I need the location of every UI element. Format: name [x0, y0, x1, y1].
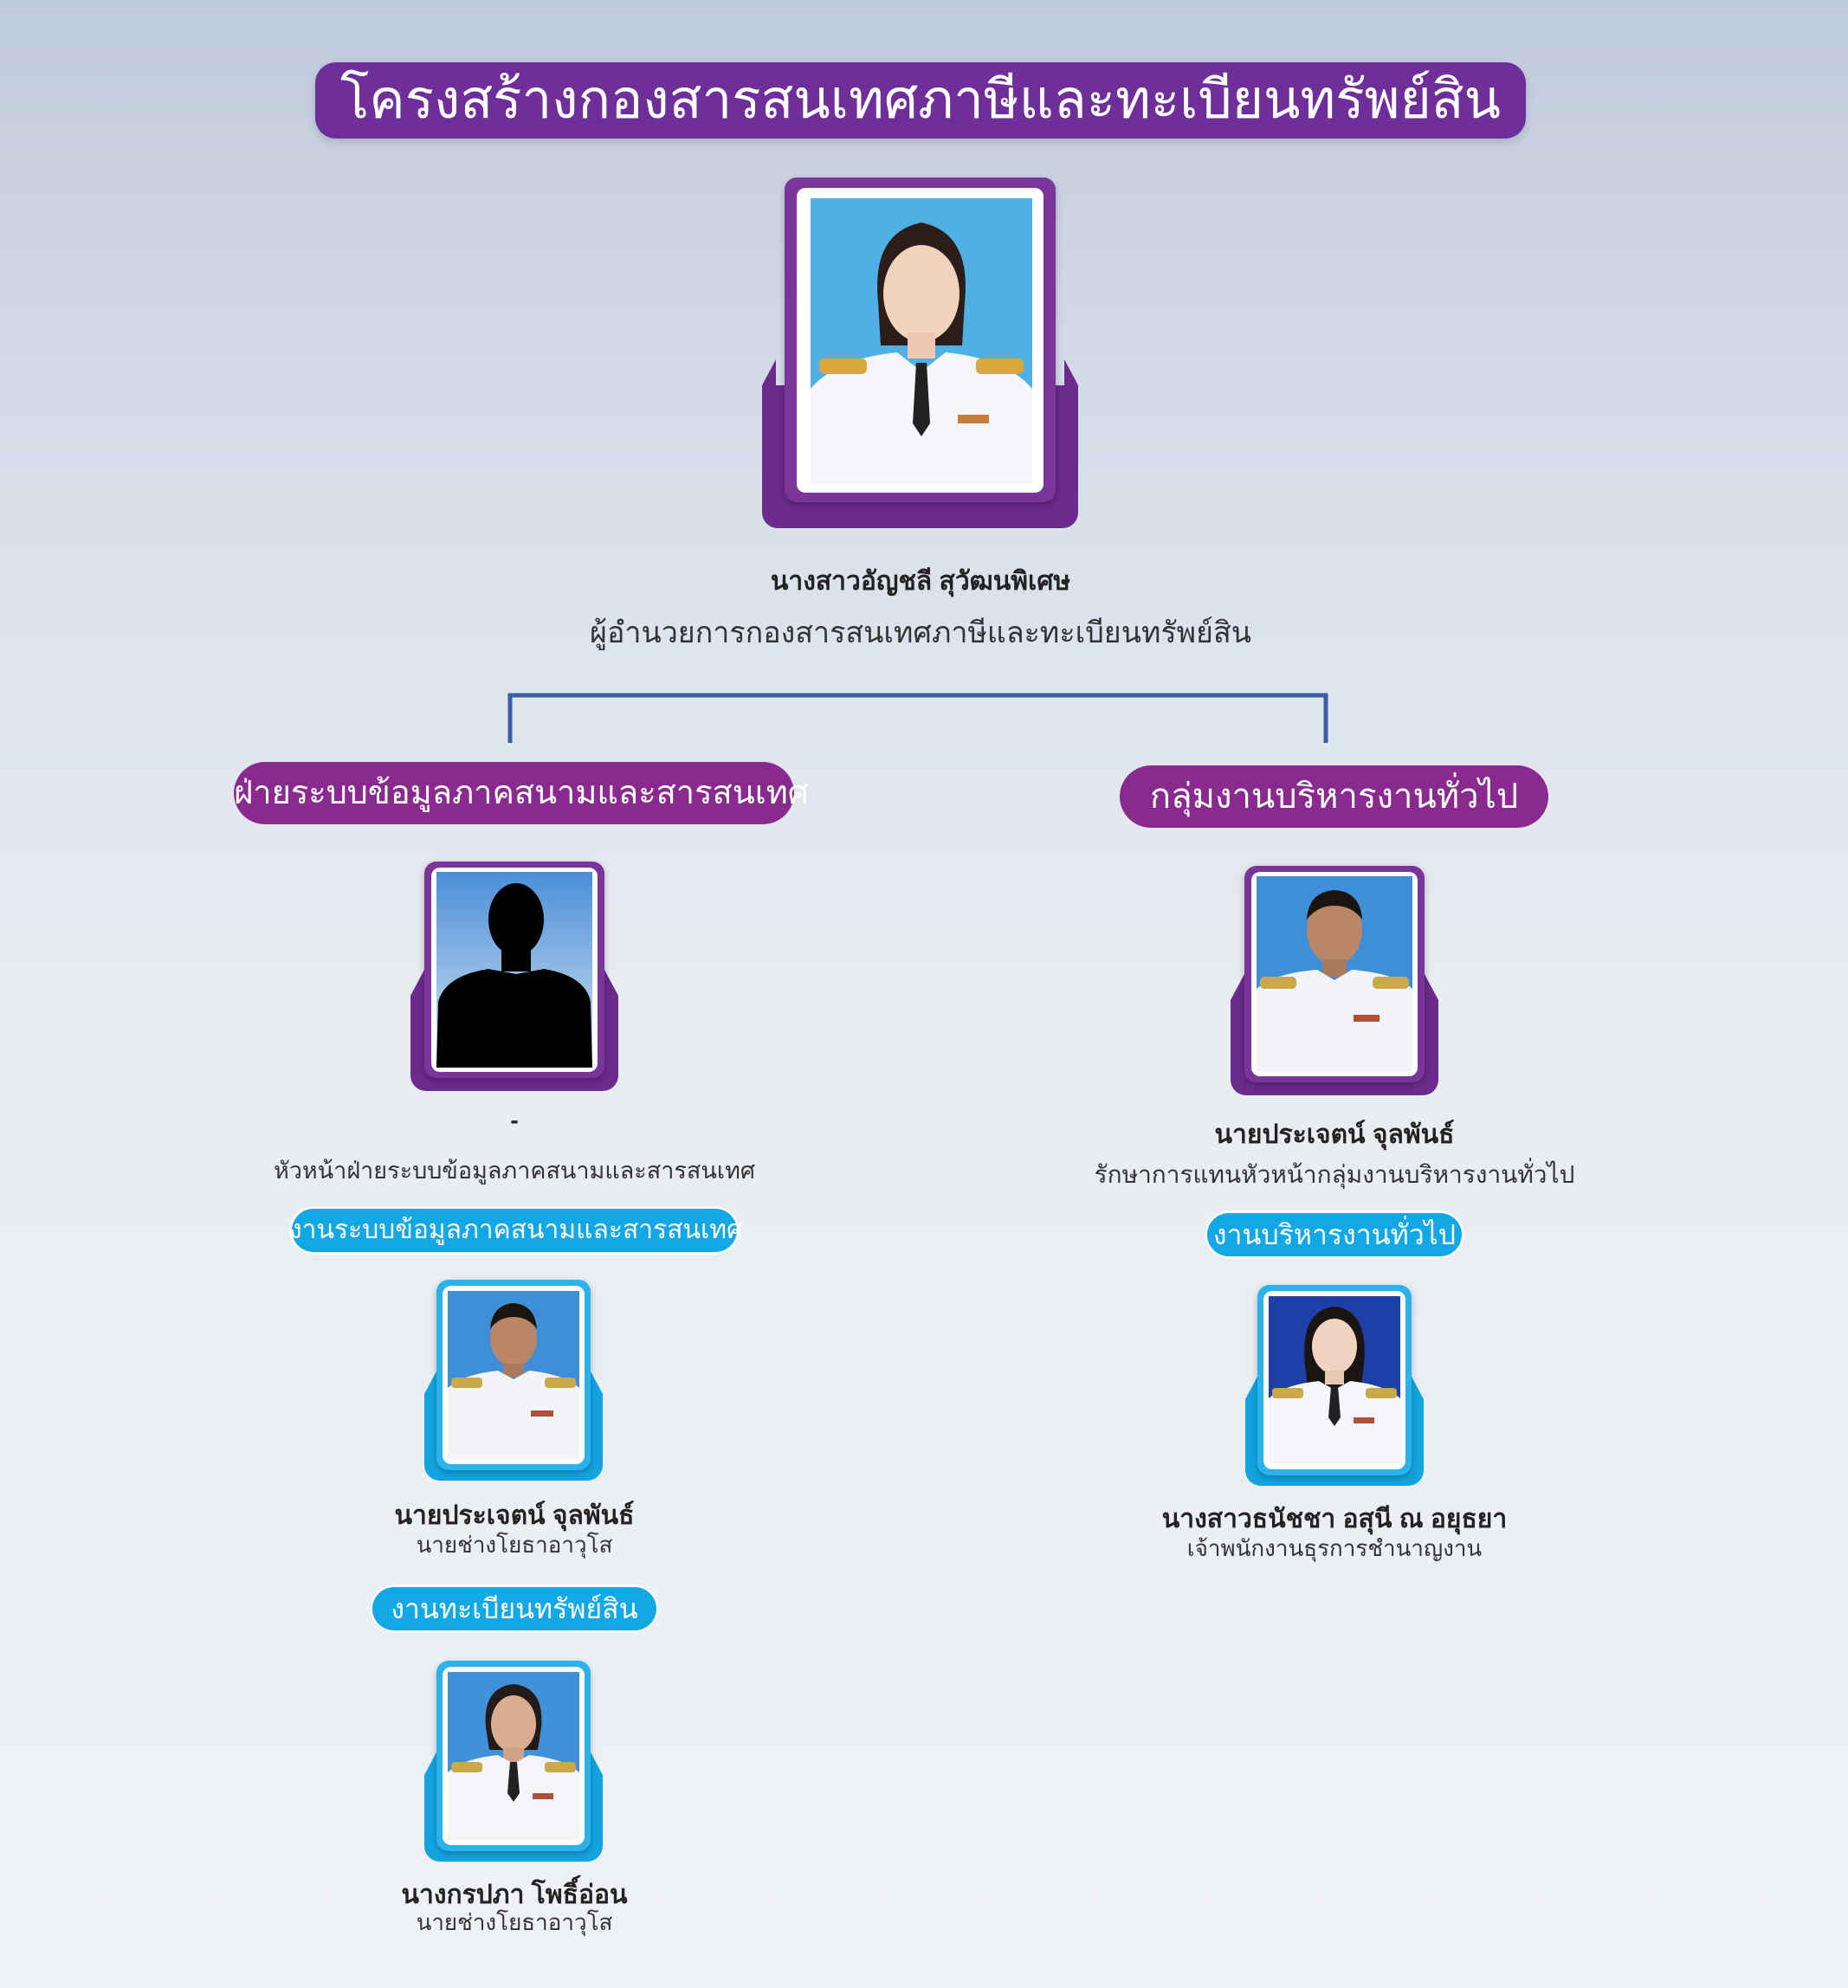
- right-section-1-photo: [1269, 1296, 1400, 1464]
- right-section-1-label: งานบริหารงานทั่วไป: [1205, 1210, 1464, 1259]
- left-section-1-photo: [448, 1291, 579, 1459]
- left-head-photo-frame: [410, 862, 618, 1091]
- left-section-2-label: งานทะเบียนทรัพย์สิน: [370, 1585, 659, 1633]
- right-division-label: กลุ่มงานบริหารงานทั่วไป: [1120, 765, 1548, 828]
- director-photo-frame: [762, 178, 1078, 528]
- left-head-name: -: [510, 1107, 519, 1133]
- director-name: นางสาวอัญชลี สุวัฒนพิเศษ: [770, 567, 1071, 596]
- left-section-2-photo: [448, 1672, 579, 1840]
- right-head-photo: [1257, 876, 1412, 1072]
- right-section-1-staff-position: เจ้าพนักงานธุรการชำนาญงาน: [1186, 1535, 1483, 1561]
- right-section-1-photo-frame: [1245, 1285, 1424, 1486]
- org-connector: [502, 691, 1334, 745]
- page-title: โครงสร้างกองสารสนเทศภาษีและทะเบียนทรัพย์สิน: [315, 62, 1526, 139]
- left-head-photo: [436, 872, 592, 1068]
- left-section-1-staff-name: นายประเจตน์ จุลพันธ์: [394, 1501, 635, 1530]
- left-section-1-photo-frame: [424, 1280, 603, 1481]
- left-section-2-staff-position: นายช่างโยธาอาวุโส: [416, 1909, 613, 1935]
- left-section-1-staff-position: นายช่างโยธาอาวุโส: [416, 1532, 613, 1558]
- left-section-1-label: งานระบบข้อมูลภาคสนามและสารสนเทศ: [289, 1206, 740, 1255]
- director-photo: [811, 198, 1032, 484]
- left-section-2-staff-name: นางกรปภา โพธิ์อ่อน: [401, 1881, 628, 1909]
- right-head-photo-frame: [1231, 866, 1438, 1095]
- right-head-name: นายประเจตน์ จุลพันธ์: [1214, 1120, 1455, 1149]
- right-section-1-staff-name: นางสาวธนัชชา อสุนี ณ อยุธยา: [1161, 1505, 1508, 1533]
- left-head-position: หัวหน้าฝ่ายระบบข้อมูลภาคสนามและสารสนเทศ: [273, 1158, 756, 1184]
- left-division-label: ฝ่ายระบบข้อมูลภาคสนามและสารสนเทศ: [234, 762, 794, 824]
- right-head-position: รักษาการแทนหัวหน้ากลุ่มงานบริหารงานทั่วไป: [1094, 1161, 1575, 1188]
- left-section-2-photo-frame: [424, 1661, 603, 1862]
- director-position: ผู้อำนวยการกองสารสนเทศภาษีและทะเบียนทรัพย์สิน: [590, 616, 1251, 649]
